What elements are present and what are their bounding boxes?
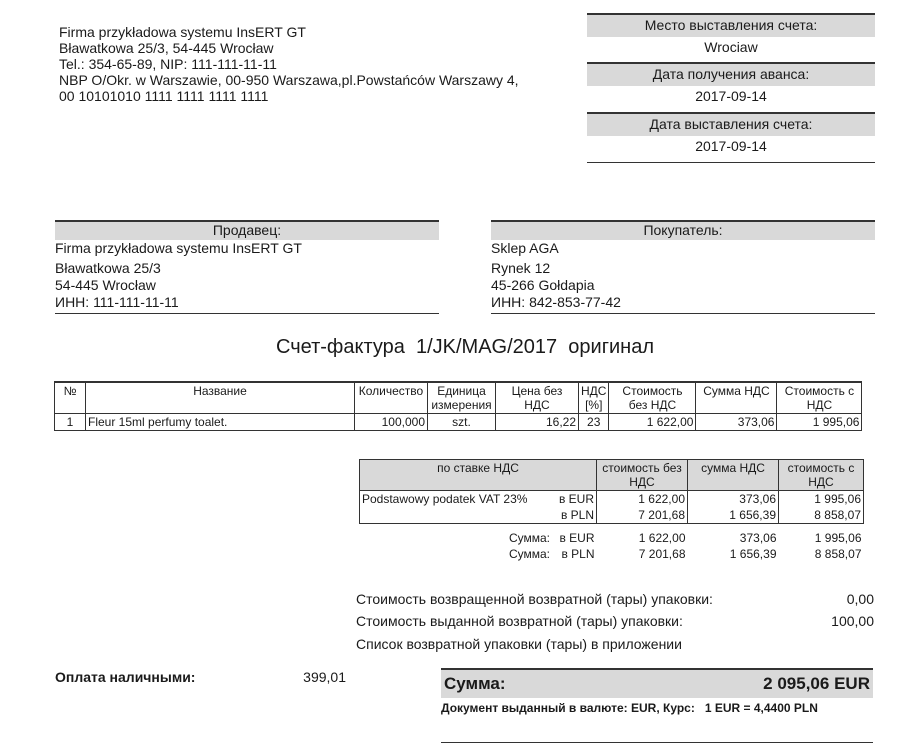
sum-gross: 1 995,06: [814, 530, 862, 545]
buyer-line: 45-266 Gołdapia: [491, 277, 595, 293]
vat-empty-cell: [360, 507, 553, 524]
vat-col-gross: стоимость с НДС: [779, 460, 864, 491]
place-label: Место выставления счета:: [587, 15, 875, 37]
buyer-line: Sklep AGA: [491, 240, 559, 256]
sum-net: 7 201,68: [638, 546, 686, 561]
vat-vat: 1 656,39: [688, 507, 779, 524]
item-net: 1 622,00: [609, 414, 696, 431]
issue-date-value: 2017-09-14: [695, 138, 767, 154]
buyer-line: ИНН: 842-853-77-42: [491, 294, 621, 310]
sum-label: Сумма:: [508, 546, 550, 561]
item-name: Fleur 15ml perfumy toalet.: [86, 414, 355, 431]
col-gross: Стоимость с НДС: [777, 382, 862, 414]
vat-rate-label: [360, 491, 553, 508]
sum-row: [360, 530, 864, 546]
seller-line: ИНН: 111-111-11-11: [55, 294, 179, 310]
issue-date-label: Дата выставления счета:: [587, 114, 875, 136]
item-unit: szt.: [428, 414, 496, 431]
issuer-line: NBP O/Okr. w Warszawie, 00-950 Warszawa,pl.Powstańców Warszawy 4,: [59, 72, 519, 88]
packaging-list-note: Список возвратной упаковки (тары) в приложении: [356, 636, 682, 652]
sum-vat: 1 656,39: [729, 546, 777, 561]
issuer-line: Firma przykładowa systemu InsERT GT: [59, 24, 306, 40]
payment-label: Оплата наличными:: [55, 669, 196, 685]
issuer-line: 00 10101010 1111 1111 1111 1111: [59, 88, 269, 104]
advance-date-label: Дата получения аванса:: [587, 64, 875, 86]
item-no: 1: [55, 414, 86, 431]
sum-vat: 373,06: [739, 530, 777, 545]
total-label: Сумма:: [444, 674, 506, 693]
item-vat-rate: 23: [579, 414, 609, 431]
issuer-line: Bławatkowa 25/3, 54-445 Wrocław: [59, 40, 274, 56]
col-vat-rate: НДС [%]: [579, 382, 609, 414]
vat-gross: 8 858,07: [779, 507, 864, 524]
seller-block: [55, 220, 439, 314]
sum-currency: в PLN: [561, 546, 595, 561]
total-value: 2 095,06: [763, 674, 830, 693]
sum-net: 1 622,00: [638, 530, 686, 545]
sum-row: [360, 546, 864, 562]
vat-vat: 373,06: [688, 491, 779, 508]
vat-gross: 1 995,06: [779, 491, 864, 508]
item-price: 16,22: [496, 414, 579, 431]
invoice-meta: [587, 13, 875, 163]
issued-packaging-label: Стоимость выданной возвратной (тары) упаковки:: [356, 613, 683, 629]
total-box: [441, 668, 873, 716]
col-name: Название: [86, 382, 355, 414]
buyer-line: Rynek 12: [491, 260, 551, 276]
seller-line: Bławatkowa 25/3: [55, 260, 161, 276]
col-unit: Единица измерения: [428, 382, 496, 414]
vat-net: 7 201,68: [597, 507, 688, 524]
col-no: №: [55, 382, 86, 414]
table-row: [360, 491, 864, 508]
advance-date-value: 2017-09-14: [695, 88, 767, 104]
vat-col-vat: сумма НДС: [688, 460, 779, 491]
item-gross: 1 995,06: [777, 414, 862, 431]
issuer-line: Tel.: 354-65-89, NIP: 111-111-11-11: [59, 56, 277, 72]
place-value: Wrociaw: [704, 39, 758, 55]
vat-net: 1 622,00: [597, 491, 688, 508]
returned-packaging-label: Стоимость возвращенной возвратной (тары) упаковки:: [356, 591, 713, 607]
vat-rate-text: Podstawowy podatek VAT 23%: [362, 492, 528, 506]
payment-value: 399,01: [303, 669, 346, 685]
vat-currency: в PLN: [552, 507, 597, 524]
table-row: [55, 414, 862, 431]
vat-header-row: [360, 460, 864, 491]
sum-currency: в EUR: [559, 530, 595, 545]
sum-gross: 8 858,07: [814, 546, 862, 561]
total-band: [441, 668, 873, 698]
buyer-title: Покупатель:: [491, 222, 875, 240]
item-qty: 100,000: [355, 414, 428, 431]
vat-summary-table: [359, 459, 864, 562]
seller-line: Firma przykładowa systemu InsERT GT: [55, 240, 302, 256]
buyer-block: [491, 220, 875, 314]
document-title: Счет-фактура 1/JK/MAG/2017 оригинал: [275, 336, 654, 358]
vat-col-net: стоимость без НДС: [597, 460, 688, 491]
items-header-row: [55, 382, 862, 414]
items-table: [54, 381, 862, 431]
bottom-divider: [441, 742, 873, 743]
col-vat: Сумма НДС: [696, 382, 777, 414]
seller-line: 54-445 Wrocław: [55, 277, 156, 293]
item-vat: 373,06: [696, 414, 777, 431]
total-amount: [763, 674, 870, 694]
vat-col-rate: по ставке НДС: [360, 460, 597, 491]
sum-label: Сумма:: [508, 530, 550, 545]
table-row: [360, 507, 864, 524]
total-currency: EUR: [834, 674, 870, 693]
seller-title: Продавец:: [55, 222, 439, 240]
col-qty: Количество: [355, 382, 428, 414]
issued-packaging-value: 100,00: [831, 613, 874, 629]
issuer-block: [59, 24, 579, 104]
col-net: Стоимость без НДС: [609, 382, 696, 414]
returned-packaging-value: 0,00: [846, 591, 874, 607]
vat-currency: в EUR: [552, 491, 597, 508]
currency-note: Документ выданный в валюте: EUR, Курс: 1 EUR = 4,4400 PLN: [441, 701, 818, 715]
col-price: Цена без НДС: [496, 382, 579, 414]
